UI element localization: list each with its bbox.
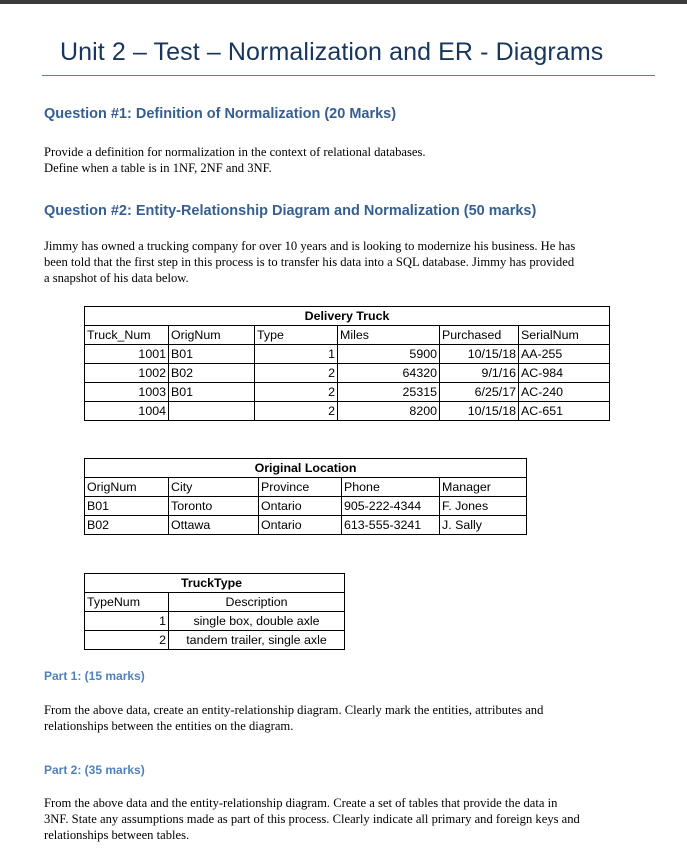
table-cell: 905-222-4344 — [342, 497, 440, 516]
table-row — [85, 364, 610, 383]
truck-type-caption: TruckType — [85, 574, 345, 593]
table-cell: 1 — [85, 612, 169, 631]
table-cell: tandem trailer, single axle — [169, 631, 345, 650]
delivery-truck-caption: Delivery Truck — [85, 307, 610, 326]
part2-text — [44, 795, 664, 843]
table-cell: 6/25/17 — [440, 383, 519, 402]
table-cell: B02 — [85, 516, 169, 535]
table-cell: 25315 — [338, 383, 440, 402]
part1-line: From the above data, create an entity-relationship diagram. Clearly mark the entities, attributes and — [44, 703, 544, 717]
question2-line: Jimmy has owned a trucking company for over 10 years and is looking to modernize his business. He has — [44, 239, 576, 253]
question1-heading: Question #1: Definition of Normalization (20 Marks) — [44, 106, 397, 122]
column-header: Purchased — [440, 326, 519, 345]
table-cell: 8200 — [338, 402, 440, 421]
table-row — [85, 345, 610, 364]
table-cell: B01 — [169, 345, 255, 364]
part2-heading: Part 2: (35 marks) — [44, 763, 145, 777]
column-header: Province — [259, 478, 342, 497]
table-cell: B02 — [169, 364, 255, 383]
part2-line: 3NF. State any assumptions made as part of this process. Clearly indicate all primary and foreign keys and — [44, 812, 580, 826]
table-cell: F. Jones — [440, 497, 527, 516]
column-header: Phone — [342, 478, 440, 497]
table-header-row — [85, 326, 610, 345]
table-row — [85, 631, 345, 650]
table-cell: 2 — [255, 402, 338, 421]
table-cell: 1001 — [85, 345, 169, 364]
table-cell: 2 — [255, 364, 338, 383]
table-row — [85, 402, 610, 421]
question2-line: a snapshot of his data below. — [44, 271, 189, 285]
column-header: Truck_Num — [85, 326, 169, 345]
table-cell: AC-651 — [519, 402, 610, 421]
part2-line: From the above data and the entity-relationship diagram. Create a set of tables that provide the data in — [44, 796, 558, 810]
table-cell: AC-984 — [519, 364, 610, 383]
part2-line: relationships between tables. — [44, 828, 190, 842]
table-cell: 613-555-3241 — [342, 516, 440, 535]
table-row — [85, 612, 345, 631]
table-cell: Ontario — [259, 516, 342, 535]
column-header: Manager — [440, 478, 527, 497]
question2-text — [44, 238, 664, 286]
original-location-table — [84, 458, 527, 535]
column-header: SerialNum — [519, 326, 610, 345]
table-cell: 10/15/18 — [440, 402, 519, 421]
column-header: Miles — [338, 326, 440, 345]
original-location-caption: Original Location — [85, 459, 527, 478]
column-header: TypeNum — [85, 593, 169, 612]
table-cell: 2 — [255, 383, 338, 402]
table-cell: AC-240 — [519, 383, 610, 402]
part1-line: relationships between the entities on the diagram. — [44, 719, 294, 733]
part1-text — [44, 702, 664, 734]
table-cell: B01 — [169, 383, 255, 402]
column-header: Description — [169, 593, 345, 612]
table-cell: 64320 — [338, 364, 440, 383]
question2-line: been told that the first step in this process is to transfer his data into a SQL database. Jimmy has provided — [44, 255, 575, 269]
table-cell: B01 — [85, 497, 169, 516]
title-underline — [42, 75, 655, 76]
question1-line: Provide a definition for normalization in the context of relational databases. — [44, 145, 426, 159]
delivery-truck-table — [84, 306, 610, 421]
table-row — [85, 516, 527, 535]
table-cell: 9/1/16 — [440, 364, 519, 383]
table-cell: Ontario — [259, 497, 342, 516]
table-cell: AA-255 — [519, 345, 610, 364]
column-header: OrigNum — [169, 326, 255, 345]
table-row — [85, 497, 527, 516]
column-header: Type — [255, 326, 338, 345]
table-cell: 5900 — [338, 345, 440, 364]
table-cell: 1003 — [85, 383, 169, 402]
table-cell: 1004 — [85, 402, 169, 421]
table-row — [85, 383, 610, 402]
table-header-row — [85, 593, 345, 612]
table-cell: 2 — [85, 631, 169, 650]
table-cell — [169, 402, 255, 421]
table-cell: 1002 — [85, 364, 169, 383]
table-cell: J. Sally — [440, 516, 527, 535]
table-cell: Toronto — [169, 497, 259, 516]
truck-type-table — [84, 573, 345, 650]
table-cell: 10/15/18 — [440, 345, 519, 364]
table-cell: Ottawa — [169, 516, 259, 535]
top-border — [0, 0, 687, 4]
question1-text — [44, 144, 664, 176]
question1-line: Define when a table is in 1NF, 2NF and 3NF. — [44, 161, 272, 175]
page-title: Unit 2 – Test – Normalization and ER - Diagrams — [60, 38, 604, 66]
part1-heading: Part 1: (15 marks) — [44, 669, 145, 683]
question2-heading: Question #2: Entity-Relationship Diagram and Normalization (50 marks) — [44, 203, 537, 219]
table-header-row — [85, 478, 527, 497]
table-cell: 1 — [255, 345, 338, 364]
column-header: OrigNum — [85, 478, 169, 497]
column-header: City — [169, 478, 259, 497]
table-cell: single box, double axle — [169, 612, 345, 631]
